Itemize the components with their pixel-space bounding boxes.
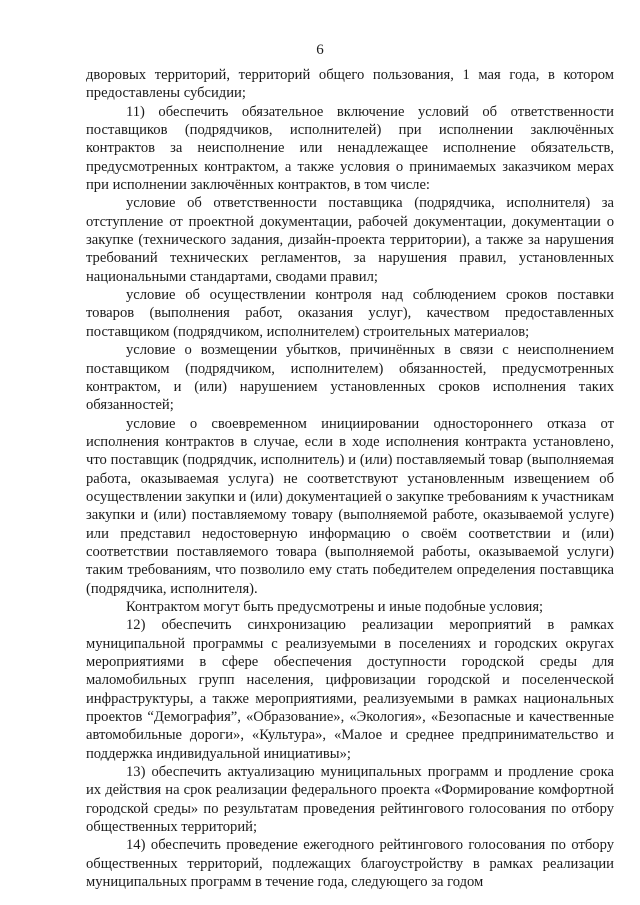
paragraph-condition-damages: условие о возмещении убытков, причинённых в связи с неисполнением поставщиком (подрядчиком, исполнителем) обязанностей, предусмотренных контрактом, и (или) нарушением установленных сроков исполнения таких обязанностей;	[86, 342, 614, 414]
paragraph-item-14: 14) обеспечить проведение ежегодного рейтингового голосования по отбору общественных территорий, подлежащих благоустройству в рамках реализации муниципальных программ в течение года, следующего за годом	[86, 837, 614, 891]
paragraph-condition-termination: условие о своевременном инициировании одностороннего отказа от исполнения контрактов в случае, если в ходе исполнения контракта установлено, что поставщик (подрядчик, исполнитель) и (или) поставляемый товар (выполняемая работа, оказываемая услуга) не соответствуют установленным извещением об осуществлении закупки и (или) документацией о закупке требованиям к участникам закупки и (или) поставляемому товару (выполняемой работе, оказываемой услуге) или представил недостоверную информацию о своём соответствии и (или) соответствии поставляемого товара (выполняемой работы, оказываемой услуги) таким требованиям, что позволило ему стать победителем определения поставщика (подрядчика, исполнителя).	[86, 415, 614, 597]
paragraph-item-13: 13) обеспечить актуализацию муниципальных программ и продление срока их действия на срок реализации федерального проекта «Формирование комфортной городской среды» по результатам проведения рейтингового голосования по отбору общественных территорий;	[86, 764, 614, 836]
paragraph-condition-control: условие об осуществлении контроля над соблюдением сроков поставки товаров (выполнения работ, оказания услуг), качеством предоставленных поставщиком (подрядчиком, исполнителем) строительных материалов;	[86, 287, 614, 340]
page-number: 6	[316, 42, 324, 58]
paragraph-condition-liability: условие об ответственности поставщика (подрядчика, исполнителя) за отступление от проектной документации, рабочей документации, документации о закупке (технического задания, дизайн-проекта территории), а также за нарушения требований технических регламентов, за нарушения правил, установленных национальными стандартами, сводами правил;	[86, 195, 614, 285]
paragraph-continuation: дворовых территорий, территорий общего пользования, 1 мая года, в котором предоставлены субсидии;	[86, 67, 614, 102]
paragraph-item-11: 11) обеспечить обязательное включение условий об ответственности поставщиков (подрядчиков, исполнителей) при исполнении заключённых контрактов за неисполнение или ненадлежащее исполнение обязательств, предусмотренных контрактом, а также условия о принимаемых заказчиком мерах при исполнении заключённых контрактов, в том числе:	[86, 103, 614, 194]
paragraph-item-12: 12) обеспечить синхронизацию реализации мероприятий в рамках муниципальной программы с реализуемыми в поселениях и городских округах мероприятиями в сфере обеспечения доступности городской среды для маломобильных групп населения, цифровизации городской и поселенческой инфраструктуры, а также мероприятиями, реализуемыми в рамках национальных проектов “Демография”, «Образование», «Экология», «Безопасные и качественные автомобильные дороги», «Культура», «Малое и среднее предпринимательство и поддержка индивидуальной инициативы»;	[86, 617, 614, 762]
document-body	[86, 66, 614, 891]
paragraph-other-conditions: Контрактом могут быть предусмотрены и иные подобные условия;	[126, 598, 544, 615]
